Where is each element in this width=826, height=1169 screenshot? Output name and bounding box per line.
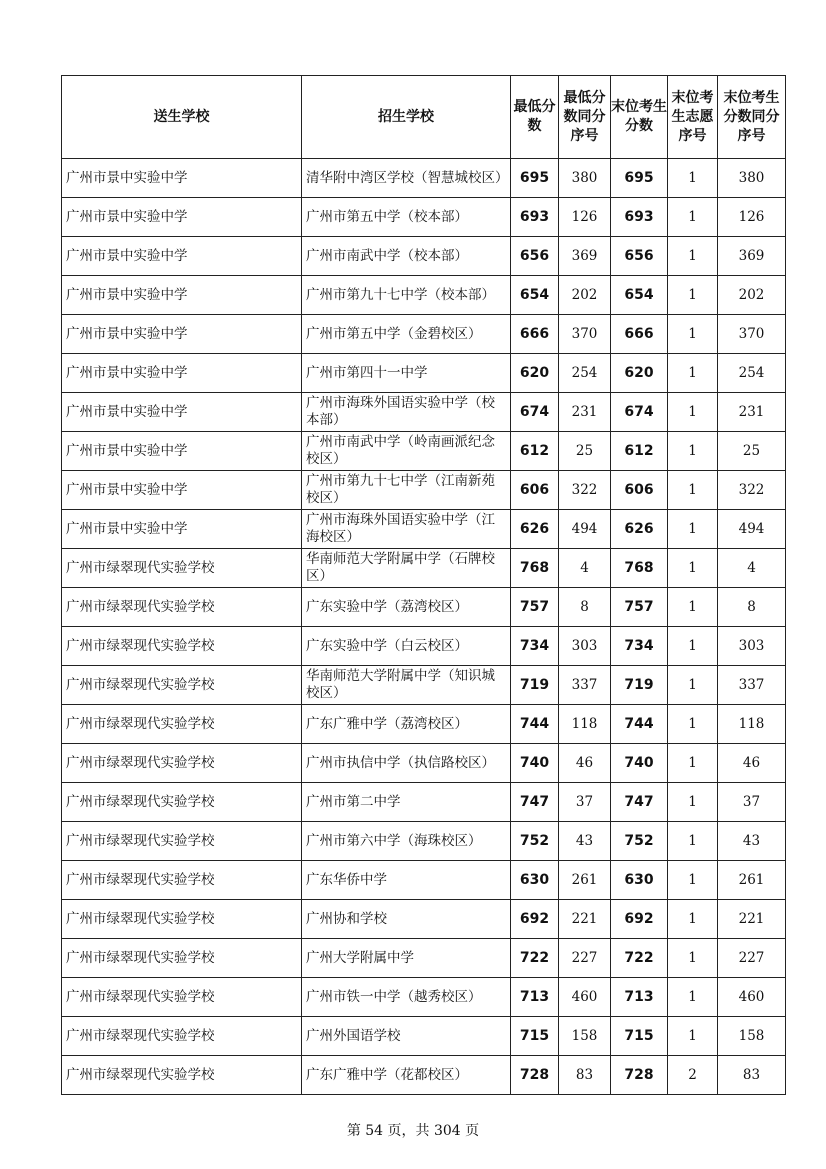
table-row (62, 354, 786, 393)
admit-school-cell: 广州外国语学校 (302, 1017, 511, 1056)
last-rank-cell: 25 (718, 432, 786, 471)
table-row (62, 549, 786, 588)
last-score-cell: 715 (611, 1017, 668, 1056)
admit-school-cell: 广州协和学校 (302, 900, 511, 939)
admit-school-cell: 广州市第九十七中学（校本部） (302, 276, 511, 315)
last-rank-cell: 380 (718, 159, 786, 198)
send-school-cell: 广州市绿翠现代实验学校 (62, 939, 302, 978)
send-school-cell: 广州市绿翠现代实验学校 (62, 666, 302, 705)
min-rank-cell: 118 (559, 705, 611, 744)
admit-school-cell: 广东华侨中学 (302, 861, 511, 900)
last-pref-cell: 1 (668, 588, 718, 627)
table-row (62, 198, 786, 237)
last-score-cell: 606 (611, 471, 668, 510)
send-school-cell: 广州市绿翠现代实验学校 (62, 705, 302, 744)
table-row (62, 666, 786, 705)
header-row (62, 76, 786, 159)
last-rank-cell: 202 (718, 276, 786, 315)
last-score-cell: 666 (611, 315, 668, 354)
table-row (62, 510, 786, 549)
last-score-cell: 740 (611, 744, 668, 783)
table-row (62, 861, 786, 900)
send-school-cell: 广州市景中实验中学 (62, 198, 302, 237)
last-score-cell: 692 (611, 900, 668, 939)
min-score-cell: 626 (511, 510, 559, 549)
admit-school-cell: 广州市第六中学（海珠校区） (302, 822, 511, 861)
last-score-cell: 713 (611, 978, 668, 1017)
admit-school-cell: 广东广雅中学（荔湾校区） (302, 705, 511, 744)
send-school-cell: 广州市绿翠现代实验学校 (62, 978, 302, 1017)
header-admit-school: 招生学校 (302, 76, 511, 159)
last-score-cell: 719 (611, 666, 668, 705)
min-rank-cell: 126 (559, 198, 611, 237)
table-row (62, 783, 786, 822)
page-footer: 第 54 页，共 304 页 (346, 1123, 480, 1139)
send-school-cell: 广州市景中实验中学 (62, 237, 302, 276)
last-pref-cell: 1 (668, 198, 718, 237)
send-school-cell: 广州市景中实验中学 (62, 276, 302, 315)
send-school-cell: 广州市绿翠现代实验学校 (62, 588, 302, 627)
last-rank-cell: 126 (718, 198, 786, 237)
last-pref-cell: 1 (668, 939, 718, 978)
min-rank-cell: 8 (559, 588, 611, 627)
send-school-cell: 广州市绿翠现代实验学校 (62, 1017, 302, 1056)
last-score-cell: 752 (611, 822, 668, 861)
last-score-cell: 654 (611, 276, 668, 315)
min-score-cell: 620 (511, 354, 559, 393)
min-rank-cell: 83 (559, 1056, 611, 1095)
admit-school-cell: 广州市海珠外国语实验中学（江海校区） (302, 510, 511, 549)
table-row (62, 315, 786, 354)
min-score-cell: 747 (511, 783, 559, 822)
last-pref-cell: 1 (668, 1017, 718, 1056)
min-score-cell: 666 (511, 315, 559, 354)
admit-school-cell: 广州市执信中学（执信路校区） (302, 744, 511, 783)
table-row (62, 822, 786, 861)
table-row (62, 588, 786, 627)
last-score-cell: 630 (611, 861, 668, 900)
last-rank-cell: 43 (718, 822, 786, 861)
min-score-cell: 713 (511, 978, 559, 1017)
last-score-cell: 656 (611, 237, 668, 276)
last-pref-cell: 1 (668, 822, 718, 861)
last-pref-cell: 1 (668, 861, 718, 900)
last-pref-cell: 2 (668, 1056, 718, 1095)
last-rank-cell: 4 (718, 549, 786, 588)
admit-school-cell: 广州市海珠外国语实验中学（校本部） (302, 393, 511, 432)
min-rank-cell: 370 (559, 315, 611, 354)
header-send-school: 送生学校 (62, 76, 302, 159)
last-pref-cell: 1 (668, 237, 718, 276)
min-score-cell: 734 (511, 627, 559, 666)
last-rank-cell: 460 (718, 978, 786, 1017)
min-rank-cell: 322 (559, 471, 611, 510)
min-rank-cell: 337 (559, 666, 611, 705)
min-rank-cell: 254 (559, 354, 611, 393)
send-school-cell: 广州市绿翠现代实验学校 (62, 900, 302, 939)
table-row (62, 1056, 786, 1095)
min-rank-cell: 158 (559, 1017, 611, 1056)
last-pref-cell: 1 (668, 393, 718, 432)
admit-school-cell: 广东实验中学（白云校区） (302, 627, 511, 666)
send-school-cell: 广州市绿翠现代实验学校 (62, 783, 302, 822)
min-rank-cell: 25 (559, 432, 611, 471)
min-rank-cell: 261 (559, 861, 611, 900)
admit-school-cell: 广东实验中学（荔湾校区） (302, 588, 511, 627)
last-rank-cell: 261 (718, 861, 786, 900)
last-rank-cell: 322 (718, 471, 786, 510)
send-school-cell: 广州市景中实验中学 (62, 510, 302, 549)
send-school-cell: 广州市景中实验中学 (62, 315, 302, 354)
admit-school-cell: 华南师范大学附属中学（知识城校区） (302, 666, 511, 705)
last-pref-cell: 1 (668, 276, 718, 315)
last-pref-cell: 1 (668, 471, 718, 510)
admit-school-cell: 广州市第四十一中学 (302, 354, 511, 393)
header-min-rank: 最低分数同分序号 (559, 76, 611, 159)
last-score-cell: 620 (611, 354, 668, 393)
table-row (62, 939, 786, 978)
last-score-cell: 695 (611, 159, 668, 198)
header-last-rank: 末位考生分数同分序号 (718, 76, 786, 159)
last-score-cell: 757 (611, 588, 668, 627)
last-rank-cell: 83 (718, 1056, 786, 1095)
min-score-cell: 719 (511, 666, 559, 705)
min-rank-cell: 227 (559, 939, 611, 978)
min-score-cell: 692 (511, 900, 559, 939)
min-rank-cell: 4 (559, 549, 611, 588)
last-rank-cell: 369 (718, 237, 786, 276)
last-rank-cell: 231 (718, 393, 786, 432)
last-score-cell: 693 (611, 198, 668, 237)
min-score-cell: 757 (511, 588, 559, 627)
table-row (62, 978, 786, 1017)
table-row (62, 471, 786, 510)
last-rank-cell: 37 (718, 783, 786, 822)
table-row (62, 1017, 786, 1056)
min-score-cell: 768 (511, 549, 559, 588)
last-score-cell: 728 (611, 1056, 668, 1095)
last-rank-cell: 494 (718, 510, 786, 549)
last-score-cell: 747 (611, 783, 668, 822)
admission-table (61, 75, 786, 1095)
last-pref-cell: 1 (668, 666, 718, 705)
last-rank-cell: 303 (718, 627, 786, 666)
table-row (62, 159, 786, 198)
header-last-score: 末位考生分数 (611, 76, 668, 159)
send-school-cell: 广州市绿翠现代实验学校 (62, 744, 302, 783)
header-last-pref: 末位考生志愿序号 (668, 76, 718, 159)
last-rank-cell: 8 (718, 588, 786, 627)
last-rank-cell: 46 (718, 744, 786, 783)
min-score-cell: 728 (511, 1056, 559, 1095)
min-score-cell: 752 (511, 822, 559, 861)
last-rank-cell: 227 (718, 939, 786, 978)
min-score-cell: 715 (511, 1017, 559, 1056)
min-score-cell: 674 (511, 393, 559, 432)
table-row (62, 627, 786, 666)
table-row (62, 705, 786, 744)
last-rank-cell: 337 (718, 666, 786, 705)
admit-school-cell: 清华附中湾区学校（智慧城校区） (302, 159, 511, 198)
last-pref-cell: 1 (668, 900, 718, 939)
min-score-cell: 612 (511, 432, 559, 471)
send-school-cell: 广州市景中实验中学 (62, 471, 302, 510)
last-pref-cell: 1 (668, 315, 718, 354)
table-row (62, 393, 786, 432)
admit-school-cell: 广州市南武中学（岭南画派纪念校区） (302, 432, 511, 471)
table-row (62, 432, 786, 471)
last-pref-cell: 1 (668, 744, 718, 783)
min-score-cell: 695 (511, 159, 559, 198)
min-score-cell: 606 (511, 471, 559, 510)
min-rank-cell: 221 (559, 900, 611, 939)
table-row (62, 237, 786, 276)
admit-school-cell: 广州市第九十七中学（江南新苑校区） (302, 471, 511, 510)
last-score-cell: 626 (611, 510, 668, 549)
send-school-cell: 广州市绿翠现代实验学校 (62, 549, 302, 588)
admit-school-cell: 广州市第五中学（校本部） (302, 198, 511, 237)
min-score-cell: 693 (511, 198, 559, 237)
last-pref-cell: 1 (668, 354, 718, 393)
last-score-cell: 734 (611, 627, 668, 666)
send-school-cell: 广州市绿翠现代实验学校 (62, 627, 302, 666)
min-rank-cell: 494 (559, 510, 611, 549)
last-pref-cell: 1 (668, 627, 718, 666)
min-score-cell: 656 (511, 237, 559, 276)
admit-school-cell: 广州市第二中学 (302, 783, 511, 822)
min-rank-cell: 303 (559, 627, 611, 666)
table-row (62, 900, 786, 939)
min-rank-cell: 46 (559, 744, 611, 783)
last-score-cell: 744 (611, 705, 668, 744)
last-score-cell: 768 (611, 549, 668, 588)
send-school-cell: 广州市景中实验中学 (62, 432, 302, 471)
admit-school-cell: 广州大学附属中学 (302, 939, 511, 978)
min-score-cell: 740 (511, 744, 559, 783)
last-score-cell: 674 (611, 393, 668, 432)
min-score-cell: 654 (511, 276, 559, 315)
min-score-cell: 722 (511, 939, 559, 978)
last-pref-cell: 1 (668, 783, 718, 822)
last-rank-cell: 158 (718, 1017, 786, 1056)
last-pref-cell: 1 (668, 549, 718, 588)
table-row (62, 744, 786, 783)
min-rank-cell: 380 (559, 159, 611, 198)
send-school-cell: 广州市绿翠现代实验学校 (62, 861, 302, 900)
last-score-cell: 722 (611, 939, 668, 978)
min-rank-cell: 460 (559, 978, 611, 1017)
admit-school-cell: 华南师范大学附属中学（石牌校区） (302, 549, 511, 588)
send-school-cell: 广州市景中实验中学 (62, 393, 302, 432)
last-score-cell: 612 (611, 432, 668, 471)
admit-school-cell: 广州市南武中学（校本部） (302, 237, 511, 276)
last-pref-cell: 1 (668, 159, 718, 198)
min-rank-cell: 369 (559, 237, 611, 276)
last-rank-cell: 370 (718, 315, 786, 354)
table-row (62, 276, 786, 315)
admit-school-cell: 广州市第五中学（金碧校区） (302, 315, 511, 354)
min-rank-cell: 43 (559, 822, 611, 861)
min-score-cell: 630 (511, 861, 559, 900)
header-min-score: 最低分数 (511, 76, 559, 159)
last-pref-cell: 1 (668, 432, 718, 471)
send-school-cell: 广州市绿翠现代实验学校 (62, 822, 302, 861)
last-rank-cell: 254 (718, 354, 786, 393)
admit-school-cell: 广东广雅中学（花都校区） (302, 1056, 511, 1095)
last-pref-cell: 1 (668, 705, 718, 744)
send-school-cell: 广州市景中实验中学 (62, 354, 302, 393)
min-rank-cell: 231 (559, 393, 611, 432)
last-rank-cell: 118 (718, 705, 786, 744)
last-pref-cell: 1 (668, 510, 718, 549)
admit-school-cell: 广州市铁一中学（越秀校区） (302, 978, 511, 1017)
send-school-cell: 广州市景中实验中学 (62, 159, 302, 198)
min-rank-cell: 202 (559, 276, 611, 315)
last-pref-cell: 1 (668, 978, 718, 1017)
last-rank-cell: 221 (718, 900, 786, 939)
min-score-cell: 744 (511, 705, 559, 744)
min-rank-cell: 37 (559, 783, 611, 822)
send-school-cell: 广州市绿翠现代实验学校 (62, 1056, 302, 1095)
